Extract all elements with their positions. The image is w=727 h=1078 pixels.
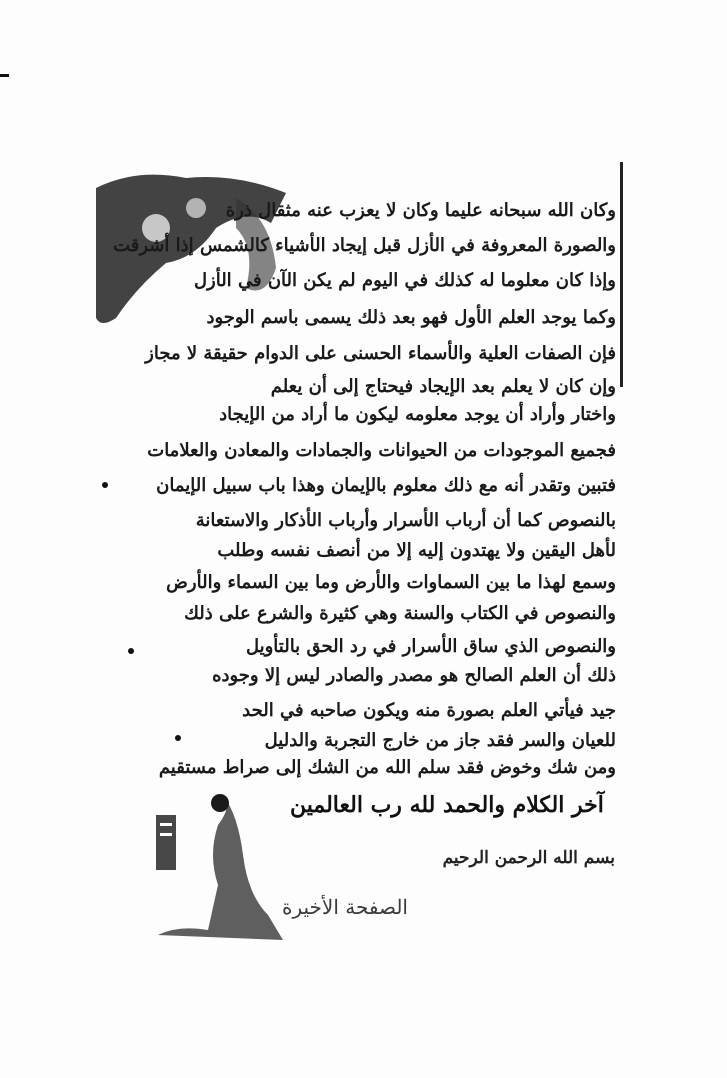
text-line: جيد فيأتي العلم بصورة منه ويكون صاحبه في الحد [242,700,616,721]
right-margin-rule [620,162,623,387]
text-line: فتبين وتقدر أنه مع ذلك معلوم بالإيمان وهذا باب سبيل الإيمان [156,475,616,496]
margin-dot [175,735,181,741]
text-line: بالنصوص كما أن أرباب الأسرار وأرباب الأذكار والاستعانة [195,510,616,531]
text-line: والنصوص الذي ساق الأسرار في رد الحق بالتأويل [245,636,616,657]
text-line: ومن شك وخوض فقد سلم الله من الشك إلى صراط مستقيم [158,757,616,778]
text-line: والنصوص في الكتاب والسنة وهي كثيرة والشرع على ذلك [184,603,616,624]
text-line: وإذا كان معلوما له كذلك في اليوم لم يكن الآن في الأزل [193,270,616,291]
margin-dot [128,648,134,654]
text-line: وكان الله سبحانه عليما وكان لا يعزب عنه مثقال ذرة [225,200,616,221]
text-line: وسمع لهذا ما بين السماوات والأرض وما بين السماء والأرض [166,572,616,593]
text-line: وكما يوجد العلم الأول فهو بعد ذلك يسمى باسم الوجود [206,307,616,328]
margin-mark [0,74,9,77]
text-line: واختار وأراد أن يوجد معلومه ليكون ما أراد من الإيجاد [219,404,616,425]
text-line: والصورة المعروفة في الأزل قبل إيجاد الأشياء كالشمس إذا أشرقت [113,235,616,256]
text-line: وإن كان لا يعلم بعد الإيجاد فيحتاج إلى أن يعلم [270,376,616,397]
text-line: للعيان والسر فقد جاز من خارج التجربة والدليل [264,730,616,751]
page-note: الصفحة الأخيرة [282,895,408,919]
margin-dot [102,482,108,488]
colophon: آخر الكلام والحمد لله رب العالمين [290,792,604,818]
seal-inscription: بسم الله الرحمن الرحيم [442,848,615,868]
text-line: لأهل اليقين ولا يهتدون إليه إلا من أنصف نفسه وطلب [217,540,616,561]
text-line: ذلك أن العلم الصالح هو مصدر والصادر ليس إلا وجوده [212,665,616,686]
text-line: فإن الصفات العلية والأسماء الحسنى على الدوام حقيقة لا مجاز [145,343,616,364]
text-line: فجميع الموجودات من الحيوانات والجمادات والمعادن والعلامات [147,440,616,461]
